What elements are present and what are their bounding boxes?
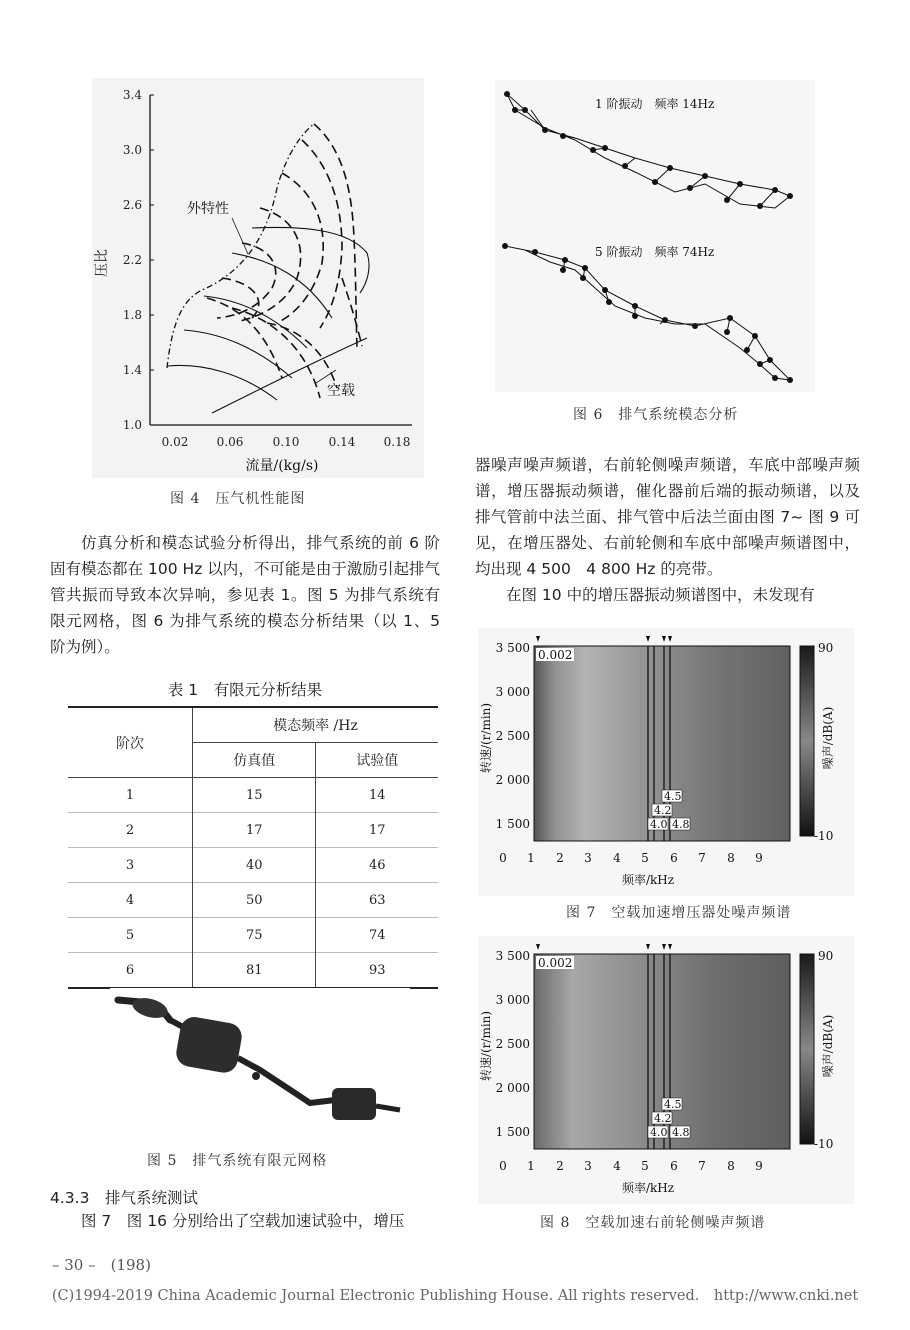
- spectrogram-turbo: [478, 628, 854, 896]
- corner-value: 0.002: [538, 956, 573, 970]
- y-tick: 1.4: [122, 363, 142, 377]
- x-tick: 4: [613, 1159, 621, 1173]
- fig7-caption: 图 7 空载加速增压器处噪声频谱: [566, 905, 792, 921]
- cell-order: 5: [68, 918, 193, 953]
- cell-sim: 75: [193, 918, 316, 953]
- table-row: [68, 778, 438, 813]
- y-tick: 3 000: [495, 993, 530, 1007]
- fig6-caption: 图 6 排气系统模态分析: [573, 407, 739, 423]
- marker-label: 4.5: [664, 1098, 682, 1111]
- figure-7: [478, 628, 854, 896]
- cell-test: 17: [368, 822, 386, 838]
- table-row: [68, 953, 438, 989]
- cell-test: 63: [368, 892, 386, 908]
- right-paragraph-2: 在图 10 中的增压器振动频谱图中，未发现有: [506, 586, 815, 604]
- corner-value: 0.002: [538, 648, 573, 662]
- cell-test: 46: [368, 857, 386, 873]
- figure-8: [478, 936, 854, 1204]
- x-tick: 2: [556, 851, 564, 865]
- y-tick: 3 500: [495, 641, 530, 655]
- surge-line: [167, 124, 314, 368]
- cell-order: 2: [68, 813, 193, 848]
- y-tick: 2.2: [122, 253, 142, 267]
- cell-sim: 15: [193, 778, 316, 813]
- cell-order: 6: [68, 953, 193, 989]
- x-tick: 7: [698, 851, 706, 865]
- x-tick: 5: [641, 1159, 649, 1173]
- cell-test: 93: [368, 962, 386, 978]
- fig8-caption: 图 8 空载加速右前轮侧噪声频谱: [540, 1215, 766, 1231]
- x-tick: 8: [727, 851, 735, 865]
- x-tick: 9: [755, 1159, 763, 1173]
- marker-label: 4.2: [654, 804, 672, 817]
- table1-title: 表 1 有限元分析结果: [167, 681, 323, 699]
- y-tick: 2 000: [495, 773, 530, 787]
- x-tick: 0.10: [272, 435, 300, 449]
- marker-label: 4.8: [672, 1126, 690, 1139]
- page-number: – 30 – (198): [52, 1256, 151, 1274]
- cell-sim: 40: [193, 848, 316, 883]
- x-tick: 0.14: [328, 435, 356, 449]
- cbar-min: -10: [814, 1137, 834, 1151]
- y-tick: 2 000: [495, 1081, 530, 1095]
- x-tick: 4: [613, 851, 621, 865]
- x-tick: 7: [698, 1159, 706, 1173]
- y-tick: 3.4: [122, 88, 142, 102]
- col-test: 试验值: [316, 743, 438, 778]
- marker-label: 4.5: [664, 790, 682, 803]
- table1: [68, 706, 438, 989]
- figure-6: [495, 80, 815, 392]
- x-axis-label: 流量/(kg/s): [245, 458, 319, 474]
- y-tick: 2.6: [122, 198, 142, 212]
- x-tick: 8: [727, 1159, 735, 1173]
- spectrogram-front-wheel: [478, 936, 854, 1204]
- col-order: 阶次: [68, 707, 193, 778]
- y-tick: 1 500: [495, 817, 530, 831]
- table-row: [68, 848, 438, 883]
- marker-label: 4.0: [650, 818, 668, 831]
- mode5-label: 5 阶振动 频率 74Hz: [595, 245, 715, 259]
- x-tick: 0: [499, 851, 507, 865]
- x-tick: 9: [755, 851, 763, 865]
- cbar-min: -10: [814, 829, 834, 843]
- x-tick: 3: [584, 1159, 592, 1173]
- x-axis-label: 频率/kHz: [621, 1181, 675, 1195]
- y-axis-label: 转速/(r/min): [479, 702, 493, 774]
- section-heading: 4.3.3 排气系统测试: [50, 1189, 198, 1207]
- col-sim: 仿真值: [193, 743, 316, 778]
- y-tick: 1 500: [495, 1125, 530, 1139]
- left-paragraph-2: 图 7 图 16 分别给出了空载加速试验中，增压: [81, 1212, 405, 1230]
- x-tick: 6: [670, 851, 678, 865]
- y-axis-label: 转速/(r/min): [479, 1010, 493, 1082]
- x-ticks: [162, 435, 411, 449]
- y-tick: 1.0: [122, 418, 142, 432]
- y-tick: 3 500: [495, 949, 530, 963]
- empty-load-label: 空载: [327, 383, 355, 399]
- marker-label: 4.0: [650, 1126, 668, 1139]
- fig4-caption: 图 4 压气机性能图: [170, 491, 306, 507]
- figure-5: [110, 988, 410, 1128]
- x-tick: 1: [527, 1159, 535, 1173]
- figure-4: [92, 78, 424, 478]
- cell-sim: 50: [193, 883, 316, 918]
- table-row: [68, 813, 438, 848]
- y-tick: 3 000: [495, 685, 530, 699]
- cell-order: 4: [68, 883, 193, 918]
- compressor-map-chart: [92, 78, 424, 478]
- marker-label: 4.2: [654, 1112, 672, 1125]
- cell-sim: 81: [193, 953, 316, 989]
- y-tick: 1.8: [122, 308, 142, 322]
- x-tick: 6: [670, 1159, 678, 1173]
- cell-order: 1: [68, 778, 193, 813]
- cbar-label: 噪声/dB(A): [821, 1014, 835, 1078]
- copyright: (C)1994-2019 China Academic Journal Electronic Publishing House. All rights reserved. http://www.cnki.net: [51, 1288, 859, 1304]
- cbar-label: 噪声/dB(A): [821, 706, 835, 770]
- y-ticks: [123, 88, 142, 432]
- x-tick: 3: [584, 851, 592, 865]
- modal-shape-plot: [495, 80, 815, 392]
- y-tick: 2 500: [495, 1037, 530, 1051]
- x-axis-label: 频率/kHz: [621, 873, 675, 887]
- y-tick: 3.0: [122, 143, 142, 157]
- outer-characteristic-label: 外特性: [187, 201, 229, 217]
- marker-label: 4.8: [672, 818, 690, 831]
- cell-test: 74: [368, 927, 386, 943]
- mode1-label: 1 阶振动 频率 14Hz: [595, 97, 715, 111]
- cbar-max: 90: [818, 949, 834, 963]
- cbar-max: 90: [818, 641, 834, 655]
- y-tick: 2 500: [495, 729, 530, 743]
- x-tick: 2: [556, 1159, 564, 1173]
- cell-test: 14: [368, 787, 386, 803]
- x-tick: 0.18: [383, 435, 411, 449]
- cell-order: 3: [68, 848, 193, 883]
- x-tick: 1: [527, 851, 535, 865]
- table-row: [68, 883, 438, 918]
- y-axis-label: 压比: [94, 249, 110, 277]
- right-paragraph-1: 器噪声噪声频谱，右前轮侧噪声频谱，车底中部噪声频谱，增压器振动频谱，催化器前后端的振动频谱，以及排气管前中法兰面、排气管中后法兰面由图 7~ 图 9 可见，在增压器处、右前轮侧和车底中部噪声频谱图中，均出现 4 500 4 800 Hz 的亮带。: [475, 456, 860, 578]
- fig5-caption: 图 5 排气系统有限元网格: [147, 1153, 328, 1169]
- x-tick: 5: [641, 851, 649, 865]
- x-tick: 0.02: [161, 435, 189, 449]
- cell-sim: 17: [193, 813, 316, 848]
- x-tick: 0.06: [216, 435, 244, 449]
- col-group: 模态频率 /Hz: [193, 707, 439, 743]
- table-row: [68, 918, 438, 953]
- x-tick: 0: [499, 1159, 507, 1173]
- left-paragraph-1: 仿真分析和模态试验分析得出，排气系统的前 6 阶固有模态都在 100 Hz 以内，不可能是由于激励引起排气管共振而导致本次异响，参见表 1。图 5 为排气系统有限元网格，图 6 为排气系统的模态分析结果（以 1、5 阶为例）。: [50, 534, 440, 656]
- exhaust-mesh-image: [110, 988, 410, 1128]
